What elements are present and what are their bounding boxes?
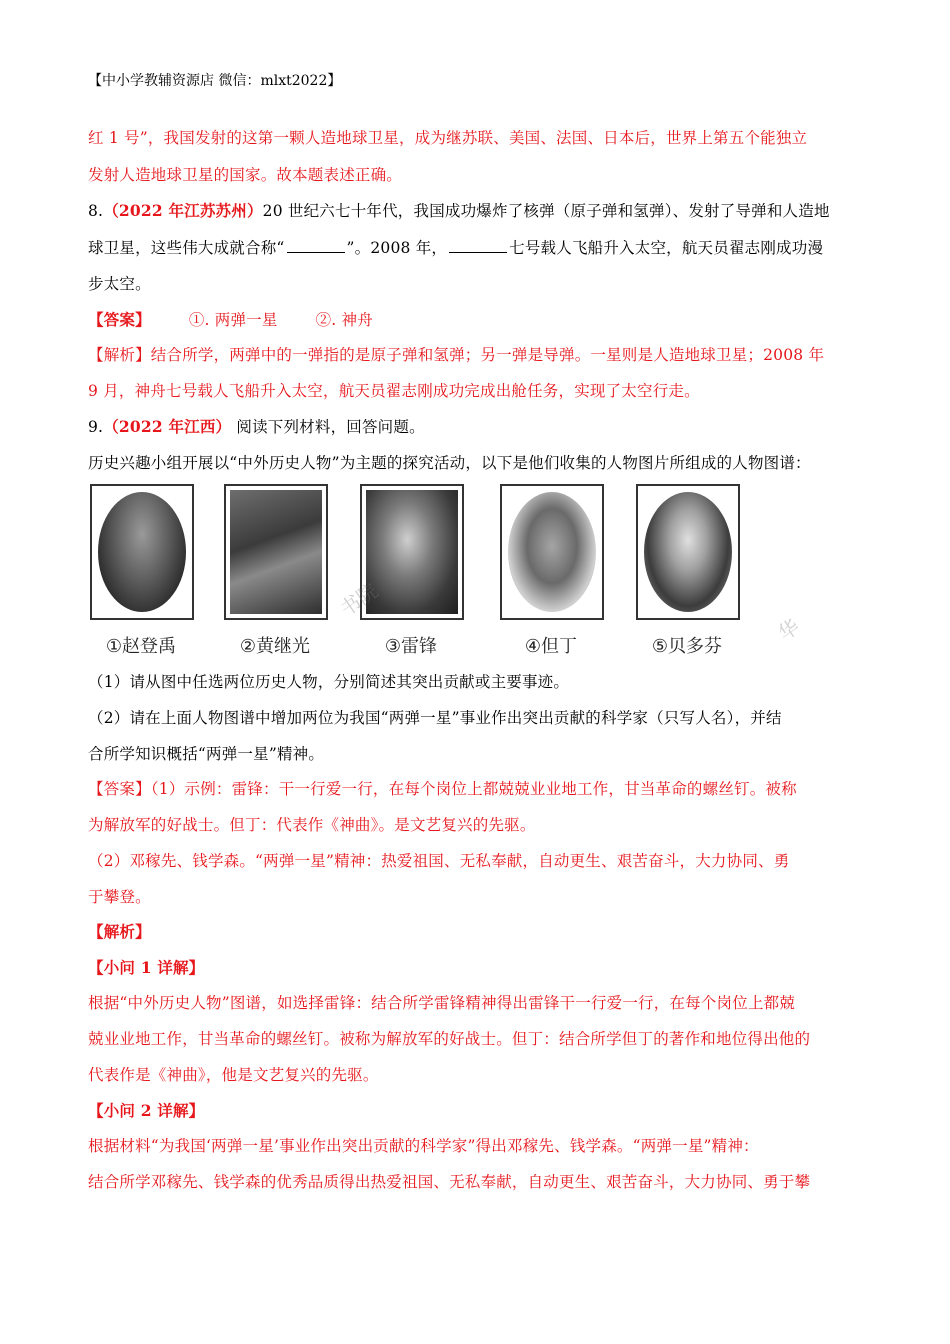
detail-line: 兢业业地工作，甘当革命的螺丝钉。被称为解放军的好战士。但丁：结合所学但丁的著作和地位得出他的	[88, 1030, 811, 1048]
watermark: 华	[773, 614, 804, 646]
q7-answer-line: 红 1 号”，我国发射的这第一颗人造地球卫星，成为继苏联、美国、法国、日本后，世界上第五个能独立	[88, 129, 808, 147]
q8-number: 8.	[88, 202, 104, 220]
detail-line: 代表作是《神曲》，他是文艺复兴的先驱。	[88, 1066, 379, 1084]
q8-text: 20 世纪六七十年代，我国成功爆炸了核弹（原子弹和氢弹）、发射了导弹和人造地	[262, 202, 830, 220]
detail-tag: 【小问 2 详解】	[88, 1101, 205, 1120]
portrait-dante	[500, 484, 604, 620]
answer-item: ②. 神舟	[315, 311, 373, 329]
q9-answer-line: 【答案】（1）示例：雷锋：干一行爱一行，在每个岗位上都兢兢业业地工作，甘当革命的螺丝钉。被称	[88, 780, 797, 798]
figure-caption: ③雷锋	[384, 636, 438, 657]
q8-text: 七号载人飞船升入太空，航天员翟志刚成功漫	[509, 239, 824, 257]
q8-analysis-line: 【解析】结合所学，两弹中的一弹指的是原子弹和氢弹；另一弹是导弹。一星则是人造地球卫星；2008 年	[88, 346, 825, 364]
figure-caption: ①赵登禹	[105, 636, 177, 657]
detail-line: 根据材料“为我国‘两弹一星’事业作出突出贡献的科学家”得出邓稼先、钱学森。“两弹一星”精神：	[88, 1137, 759, 1155]
q9-subquestion: 合所学知识概括“两弹一星”精神。	[88, 745, 325, 763]
q9-answer-line: （2）邓稼先、钱学森。“两弹一星”精神：热爱祖国、无私奉献，自动更生、艰苦奋斗，大力协同、勇	[88, 852, 790, 870]
q9-subquestion: （2）请在上面人物图谱中增加两位为我国“两弹一星”事业作出突出贡献的科学家（只写人名），并结	[88, 709, 782, 727]
q8-analysis-line: 9 月，神舟七号载人飞船升入太空，航天员翟志刚成功完成出舱任务，实现了太空行走。	[88, 382, 700, 400]
q9-text: 阅读下列材料，回答问题。	[231, 418, 425, 436]
portrait-beethoven	[636, 484, 740, 620]
q9-source: （2022 年江西）	[103, 417, 232, 436]
detail-line: 结合所学邓稼先、钱学森的优秀品质得出热爱祖国、无私奉献，自动更生、艰苦奋斗，大力协同、勇于攀	[88, 1173, 811, 1191]
portrait-zhao-dengyu	[90, 484, 194, 620]
q8-stem-line	[88, 201, 868, 221]
figure-caption: ②黄继光	[239, 636, 311, 657]
q9-stem-line	[88, 417, 868, 437]
q9-number: 9.	[88, 418, 104, 436]
fill-blank	[449, 238, 507, 253]
q8-stem-line: 步太空。	[88, 275, 151, 293]
fill-blank	[287, 238, 345, 253]
figure-gallery	[88, 484, 858, 664]
q9-subquestion: （1）请从图中任选两位历史人物，分别简述其突出贡献或主要事迹。	[88, 673, 570, 691]
q9-answer-line: 为解放军的好战士。但丁：代表作《神曲》。是文艺复兴的先驱。	[88, 816, 536, 834]
page-header: 【中小学教辅资源店 微信：mlxt2022】	[88, 73, 342, 89]
q8-text: 球卫星，这些伟大成就合称“	[88, 239, 285, 257]
answer-item: ①. 两弹一星	[188, 311, 278, 329]
watermark: 书院	[335, 578, 383, 622]
figure-caption: ④但丁	[524, 636, 578, 657]
q9-material: 历史兴趣小组开展以“中外历史人物”为主题的探究活动，以下是他们收集的人物图片所组成的人物图谱：	[88, 454, 811, 472]
q8-stem-line	[88, 238, 868, 258]
q8-answer	[88, 310, 868, 330]
detail-line: 根据“中外历史人物”图谱，如选择雷锋：结合所学雷锋精神得出雷锋干一行爱一行，在每个岗位上都兢	[88, 994, 796, 1012]
q8-source: （2022 年江苏苏州）	[103, 201, 263, 220]
q7-answer-line: 发射人造地球卫星的国家。故本题表述正确。	[88, 166, 403, 184]
portrait-huang-jiguang	[224, 484, 328, 620]
answer-tag: 【答案】	[88, 310, 151, 329]
detail-tag: 【小问 1 详解】	[88, 958, 205, 977]
analysis-tag: 【解析】	[88, 922, 151, 941]
q9-answer-line: 于攀登。	[88, 888, 151, 906]
figure-caption: ⑤贝多芬	[651, 636, 723, 657]
q8-text: ”。2008 年，	[346, 239, 448, 257]
